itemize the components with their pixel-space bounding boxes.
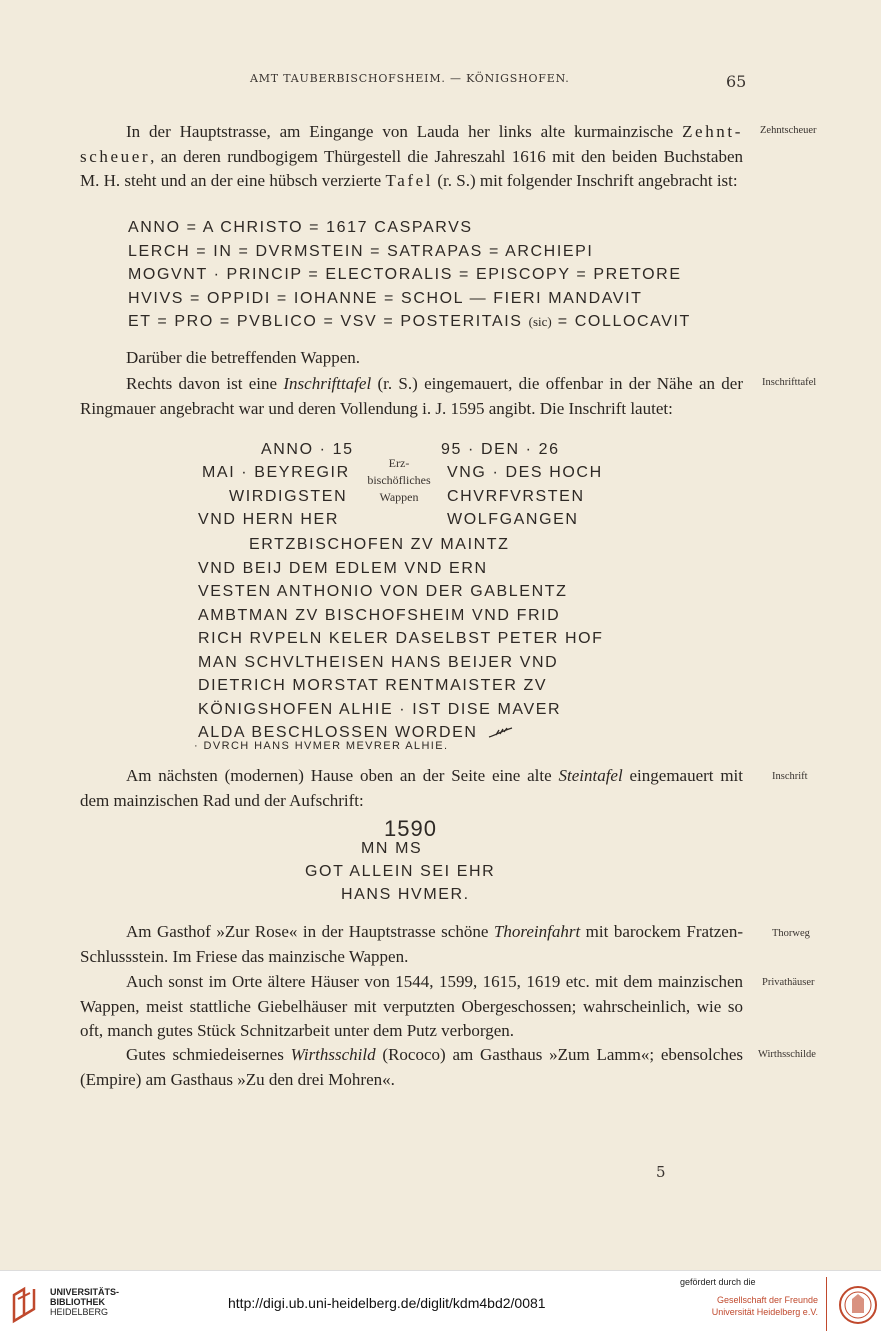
margin-note-inschrift: Inschrift xyxy=(772,771,808,782)
inscription-line: AMBTMAN ZV BISCHOFSHEIM VND FRID xyxy=(198,606,561,624)
margin-note-wirthsschilde: Wirthsschilde xyxy=(758,1049,816,1060)
text-run: eingemauert mit dem mainzischen Rad und der Aufschrift: xyxy=(80,766,743,810)
text-run: Rechts davon ist eine xyxy=(126,374,284,393)
signature-mark: 5 xyxy=(656,1163,666,1181)
inscription-left-line: ANNO · 15 xyxy=(261,441,354,458)
running-header: AMT TAUBERBISCHOFSHEIM. — KÖNIGSHOFEN. xyxy=(250,72,570,85)
library-logo-icon xyxy=(10,1285,44,1325)
italic-term: Steintafel xyxy=(558,766,623,785)
inscription-line: KÖNIGSHOFEN ALHIE · IST DISE MAVER xyxy=(198,700,562,718)
inscription-tafel xyxy=(128,216,691,334)
inscription-text: = COLLOCAVIT xyxy=(551,313,691,330)
inscription-body xyxy=(198,533,604,745)
library-name-line: HEIDELBERG xyxy=(50,1307,109,1317)
inscription-left-line: MAI · BEYREGIR xyxy=(202,464,350,481)
fleuron-icon xyxy=(488,726,514,740)
wappen-label xyxy=(354,455,444,506)
university-seal-icon xyxy=(838,1279,878,1331)
inscription-right-line: WOLFGANGEN xyxy=(447,511,579,528)
wappen-label-line: Wappen xyxy=(379,490,419,504)
paragraph-zehntscheuer xyxy=(80,120,743,194)
footer-divider xyxy=(826,1277,827,1331)
margin-note-zehntscheuer: Zehntscheuer xyxy=(760,125,817,136)
inscription-line: RICH RVPELN KELER DASELBST PETER HOF xyxy=(198,630,604,647)
page-number: 65 xyxy=(726,72,747,91)
inscription-line: HVIVS = OPPIDI = IOHANNE = SCHOL — FIERI MANDAVIT xyxy=(128,289,643,307)
italic-term: Wirthsschild xyxy=(290,1045,376,1064)
paragraph-inschrifttafel xyxy=(80,372,743,421)
italic-term: Inschrifttafel xyxy=(283,374,372,393)
inscription-line: HANS HVMER. xyxy=(341,886,470,903)
society-name-line: Gesellschaft der Freunde xyxy=(716,1295,818,1305)
paragraph-thoreinfahrt xyxy=(80,920,743,969)
text-run: mit barockem Fratzen-Schlussstein. Im Friese das mainzische Wappen. xyxy=(80,922,744,966)
permalink-url[interactable]: http://digi.ub.uni-heidelberg.de/diglit/kdm4bd2/0081 xyxy=(228,1295,546,1311)
society-name-line: Universität Heidelberg e.V. xyxy=(711,1307,818,1317)
inscription-right-line: CHVRFVRSTEN xyxy=(447,488,585,505)
inscription-text: ALDA BESCHLOSSEN WORDEN xyxy=(198,724,478,741)
paragraph-privathaeuser: Auch sonst im Orte ältere Häuser von 1544, 1599, 1615, 1619 etc. mit dem mainzischen Wappen, meist stattliche Giebelhäuser mit verputzten Obergeschossen; wahrscheinlich, wie so oft, manch gutes Stück Schnitzarbeit unter dem Putz verborgen. xyxy=(80,972,743,1040)
wappen-label-line: bischöfliches xyxy=(367,473,431,487)
inscription-left-line: VND HERN HER xyxy=(198,511,339,528)
inscription-line: MOGVNT · PRINCIP = ELECTORALIS = EPISCOPY = PRETORE xyxy=(128,266,682,283)
wappen-label-line: Erz- xyxy=(388,456,410,470)
inscription-line: GOT ALLEIN SEI EHR xyxy=(305,863,496,880)
text-run: Am nächsten (modernen) Hause oben an der Seite eine alte xyxy=(126,766,559,785)
margin-note-inschrifttafel: Inschrifttafel xyxy=(762,377,817,388)
inscription-line: ERTZBISCHOFEN ZV MAINTZ xyxy=(249,536,510,553)
text-run: In der Hauptstrasse, am Eingange von Lauda her links alte kurmainzische xyxy=(126,122,683,141)
inscription-line: ANNO = A CHRISTO = 1617 CASPARVS xyxy=(128,219,473,236)
library-name-line: UNIVERSITÄTS- xyxy=(50,1287,120,1297)
inscription-right-line: 95 · DEN · 26 xyxy=(441,441,560,458)
text-run: (r. S.) eingemauert, die offenbar in der Nähe an der Ringmauer angebracht war und deren Vollendung i. J. 1595 angibt. Die Inschrift lautet: xyxy=(80,374,743,418)
inscription-text: ET = PRO = PVBLICO = VSV = POSTERITAIS xyxy=(128,313,523,330)
paragraph-wirthsschild xyxy=(80,1043,743,1092)
inscription-line: LERCH = IN = DVRMSTEIN = SATRAPAS = ARCHIEPI xyxy=(128,242,594,260)
text-run: , an deren rundbogigem Thürgestell die Jahreszahl 1616 mit den beiden Buchstaben M. H. steht und an der eine hübsch verzierte xyxy=(80,146,743,190)
margin-note-thorweg: Thorweg xyxy=(772,928,810,939)
margin-note-privathaeuser: Privathäuser xyxy=(762,977,815,988)
paragraph-steintafel xyxy=(80,764,743,813)
text-run: Gutes schmiedeisernes xyxy=(126,1045,291,1064)
sic-note: (sic) xyxy=(528,314,552,329)
inscription-signature-line: · DVRCH HANS HVMER MEVRER ALHIE. xyxy=(194,740,449,752)
text-run: (Rococo) am Gasthaus »Zum Lamm«; ebensolches (Empire) am Gasthaus »Zu den drei Mohren«. xyxy=(80,1045,743,1089)
digitization-footer xyxy=(0,1270,881,1337)
paragraph-wappen: Darüber die betreffenden Wappen. xyxy=(126,348,361,367)
italic-term: Thoreinfahrt xyxy=(493,922,581,941)
inscription-line: VND BEIJ DEM EDLEM VND ERN xyxy=(198,559,488,577)
library-name xyxy=(50,1287,119,1317)
inscription-line: MAN SCHVLTHEISEN HANS BEIJER VND xyxy=(198,653,559,671)
text-run: (r. S.) mit folgender Inschrift angebracht ist: xyxy=(433,171,738,190)
inscription-left-line: WIRDIGSTEN xyxy=(229,488,348,505)
spaced-term: Tafel xyxy=(385,171,434,190)
inscription-initials: MN MS xyxy=(361,840,423,857)
spaced-term: Zehnt- xyxy=(682,122,743,141)
inscription-line: DIETRICH MORSTAT RENTMAISTER ZV xyxy=(198,677,548,694)
text-run: Am Gasthof »Zur Rose« in der Hauptstrasse schöne xyxy=(126,922,494,941)
spaced-term: scheuer xyxy=(80,146,151,166)
inscription-line: VESTEN ANTHONIO VON DER GABLENTZ xyxy=(198,583,568,600)
funded-by-label: gefördert durch die xyxy=(680,1277,756,1287)
society-name xyxy=(682,1294,818,1318)
inscription-right-line: VNG · DES HOCH xyxy=(447,464,603,481)
inscription-line-last xyxy=(128,310,691,334)
inscription-year: 1590 xyxy=(384,816,437,841)
library-name-line: BIBLIOTHEK xyxy=(50,1297,105,1307)
